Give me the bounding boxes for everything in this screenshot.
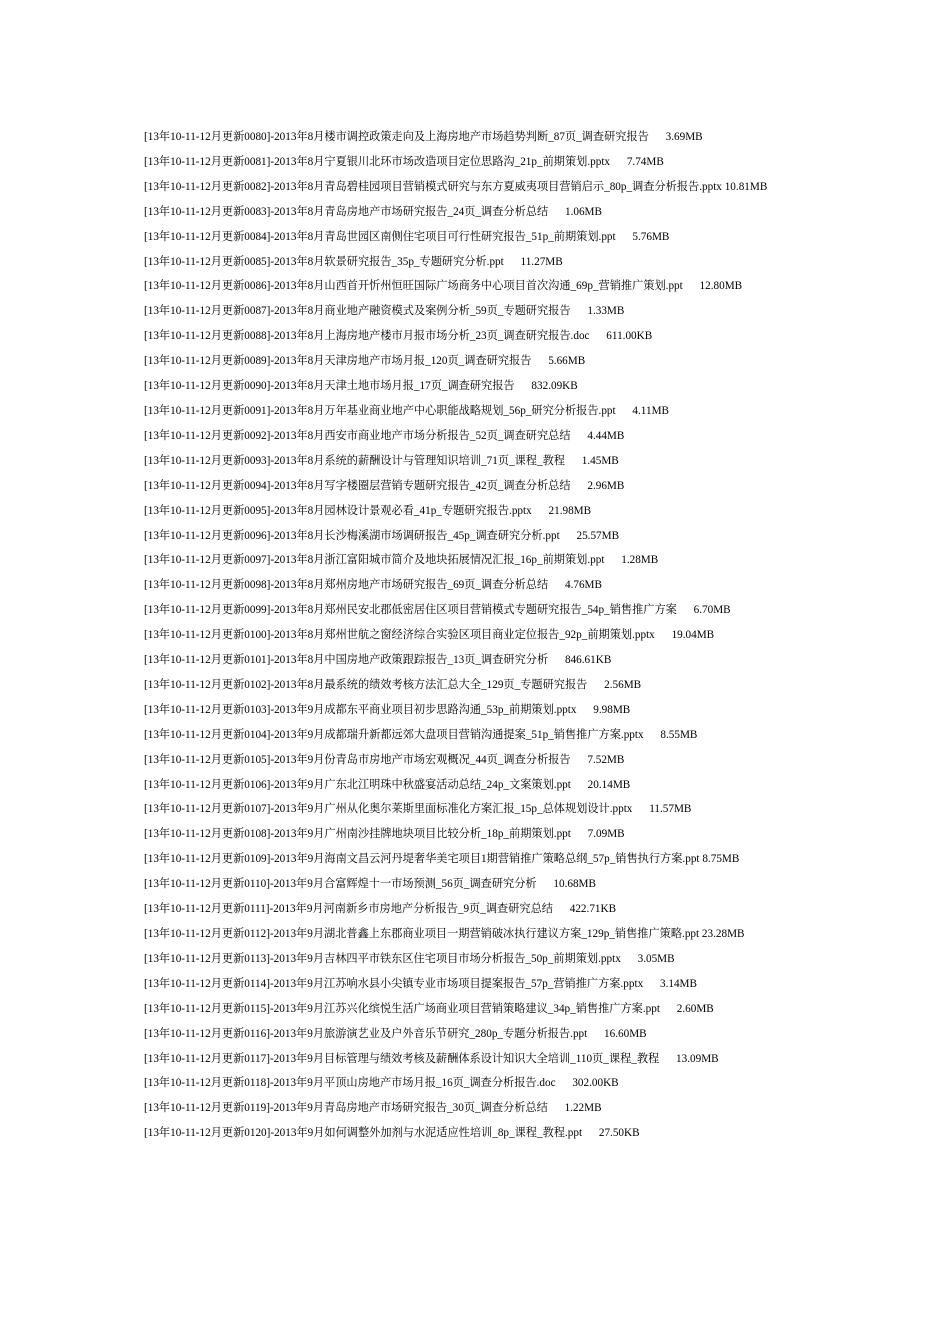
list-item — [144, 324, 808, 349]
file-title: [13年10-11-12月更新0110]-2013年9月合富辉煌十一市场预测_56页_调查研究分析 — [144, 878, 537, 891]
list-item — [144, 175, 808, 200]
list-item — [144, 922, 808, 947]
separator — [504, 256, 521, 268]
file-size: 20.14MB — [587, 778, 631, 791]
file-title: [13年10-11-12月更新0104]-2013年9月成都瑞升新都远郊大盘项目营销沟通提案_51p_销售推广方案.pptx — [144, 728, 644, 741]
file-title: [13年10-11-12月更新0091]-2013年8月万年基业商业地产中心职能战略规划_56p_研究分析报告.ppt — [144, 404, 616, 417]
list-item — [144, 872, 808, 897]
file-size: 6.70MB — [693, 604, 731, 617]
file-title: [13年10-11-12月更新0102]-2013年8月最系统的绩效考核方法汇总大全_129页_专题研究报告 — [144, 678, 588, 691]
separator — [616, 405, 633, 417]
file-size: 7.09MB — [587, 828, 625, 841]
file-title: [13年10-11-12月更新0106]-2013年9月广东北江明珠中秋盛宴活动总结_24p_文案策划.ppt — [144, 778, 571, 791]
list-item — [144, 150, 808, 175]
file-title: [13年10-11-12月更新0111]-2013年9月河南新乡市房地产分析报告_9页_调查研究总结 — [144, 903, 553, 916]
file-size: 7.74MB — [626, 155, 664, 168]
file-title: [13年10-11-12月更新0087]-2013年8月商业地产融资模式及案例分析_59页_专题研究报告 — [144, 305, 571, 318]
list-item — [144, 748, 808, 773]
file-size: 422.71KB — [569, 903, 617, 916]
file-title: [13年10-11-12月更新0088]-2013年8月上海房地产楼市月报市场分析_23页_调查研究报告.doc — [144, 330, 590, 343]
file-size: 5.66MB — [548, 355, 586, 368]
separator — [537, 878, 554, 890]
separator — [655, 629, 672, 641]
file-title: [13年10-11-12月更新0108]-2013年9月广州南沙挂牌地块项目比较分析_18p_前期策划.ppt — [144, 828, 571, 841]
file-size: 5.76MB — [632, 230, 670, 243]
file-title: [13年10-11-12月更新0100]-2013年8月郑州世航之窗经济综合实验区项目商业定位报告_92p_前期策划.pptx — [144, 629, 655, 642]
file-title: [13年10-11-12月更新0103]-2013年9月成都东平商业项目初步思路沟通_53p_前期策划.pptx — [144, 703, 577, 716]
file-title: [13年10-11-12月更新0107]-2013年9月广州从化奥尔莱斯里面标准化方案汇报_15p_总体规划设计.pptx — [144, 803, 633, 816]
file-size: 10.68MB — [553, 878, 596, 891]
separator — [548, 1102, 565, 1114]
file-list — [144, 125, 808, 1146]
list-item — [144, 299, 808, 324]
file-title: [13年10-11-12月更新0117]-2013年9月目标管理与绩效考核及薪酬体系设计知识大全培训_110页_课程_教程 — [144, 1052, 660, 1065]
list-item — [144, 225, 808, 250]
separator — [548, 654, 565, 666]
file-size: 1.22MB — [564, 1102, 602, 1115]
separator — [616, 231, 633, 243]
list-item — [144, 897, 808, 922]
file-size: 302.00KB — [572, 1077, 619, 1090]
file-size: 25.57MB — [576, 529, 620, 542]
list-item — [144, 474, 808, 499]
file-size: 9.98MB — [593, 703, 631, 716]
separator — [621, 953, 638, 965]
file-size: 2.96MB — [587, 479, 625, 492]
file-title: [13年10-11-12月更新0096]-2013年8月长沙梅溪湖市场调研报告_45p_调查研究分析.ppt — [144, 529, 560, 542]
list-item — [144, 524, 808, 549]
file-title: [13年10-11-12月更新0093]-2013年8月系统的薪酬设计与管理知识培训_71页_课程_教程 — [144, 454, 565, 467]
separator — [548, 206, 565, 218]
file-title: [13年10-11-12月更新0081]-2013年8月宁夏银川北环市场改造项目定位思路沟_21p_前期策划.pptx — [144, 155, 611, 168]
list-item — [144, 773, 808, 798]
list-item — [144, 499, 808, 524]
separator — [532, 505, 549, 517]
file-size: 3.69MB — [665, 131, 703, 143]
separator — [644, 729, 661, 741]
separator — [587, 679, 604, 691]
list-item — [144, 698, 808, 723]
separator — [590, 330, 607, 342]
file-size: 21.98MB — [548, 504, 592, 517]
separator — [571, 305, 588, 317]
file-title: [13年10-11-12月更新0086]-2013年8月山西首开忻州恒旺国际广场商务中心项目首次沟通_69p_营销推广策划.ppt — [144, 280, 683, 293]
file-size: 3.05MB — [637, 952, 675, 965]
file-size: 4.76MB — [564, 579, 602, 592]
list-item — [144, 399, 808, 424]
file-title: [13年10-11-12月更新0115]-2013年9月江苏兴化缤悦生活广场商业项目营销策略建议_34p_销售推广方案.ppt — [144, 1002, 660, 1015]
file-size: 10.81MB — [724, 180, 768, 193]
file-size: 13.09MB — [676, 1052, 719, 1065]
file-title: [13年10-11-12月更新0114]-2013年9月江苏响水县小尖镇专业市场项目提案报告_57p_营销推广方案.pptx — [144, 977, 644, 990]
file-title: [13年10-11-12月更新0083]-2013年8月青岛房地产市场研究报告_24页_调查分析总结 — [144, 205, 549, 218]
separator — [571, 828, 588, 840]
list-item — [144, 548, 808, 573]
list-item — [144, 1022, 808, 1047]
separator — [582, 1127, 599, 1139]
list-item — [144, 424, 808, 449]
list-item — [144, 274, 808, 299]
list-item — [144, 723, 808, 748]
list-item — [144, 250, 808, 275]
file-title: [13年10-11-12月更新0085]-2013年8月软景研究报告_35p_专题研究分析.ppt — [144, 255, 504, 268]
separator — [560, 530, 577, 542]
file-size: 3.14MB — [659, 977, 697, 990]
file-size: 1.06MB — [564, 205, 602, 218]
file-size: 27.50KB — [598, 1127, 640, 1140]
file-title: [13年10-11-12月更新0118]-2013年9月平顶山房地产市场月报_16页_调查分析报告.doc — [144, 1077, 556, 1090]
separator — [548, 579, 565, 591]
list-item — [144, 797, 808, 822]
separator — [604, 554, 621, 566]
separator — [643, 978, 660, 990]
list-item — [144, 1071, 808, 1096]
list-item — [144, 648, 808, 673]
separator — [531, 355, 548, 367]
file-title: [13年10-11-12月更新0105]-2013年9月份青岛市房地产市场宏观概况_44页_调查分析报告 — [144, 753, 571, 766]
file-size: 4.11MB — [632, 404, 669, 417]
file-title: [13年10-11-12月更新0090]-2013年8月天津土地市场月报_17页_调查研究报告 — [144, 380, 515, 393]
list-item — [144, 673, 808, 698]
separator — [632, 803, 649, 815]
file-size: 611.00KB — [606, 330, 653, 343]
separator — [587, 1028, 604, 1040]
list-item — [144, 1047, 808, 1072]
separator — [576, 704, 593, 716]
separator — [659, 1053, 676, 1065]
file-title: [13年10-11-12月更新0101]-2013年8月中国房地产政策跟踪报告_13页_调查研究分析 — [144, 654, 549, 667]
separator — [571, 430, 588, 442]
file-size: 846.61KB — [564, 654, 612, 667]
separator — [571, 480, 588, 492]
separator — [649, 131, 666, 143]
file-size: 11.27MB — [520, 255, 563, 268]
file-title: [13年10-11-12月更新0119]-2013年9月青岛房地产市场研究报告_30页_调查分析总结 — [144, 1102, 548, 1115]
file-size: 8.75MB — [702, 853, 740, 866]
file-size: 16.60MB — [604, 1027, 647, 1040]
file-title: [13年10-11-12月更新0097]-2013年8月浙江富阳城市简介及地块拓展情况汇报_16p_前期策划.ppt — [144, 554, 605, 567]
list-item — [144, 822, 808, 847]
file-size: 1.45MB — [581, 454, 619, 467]
list-item — [144, 449, 808, 474]
file-title: [13年10-11-12月更新0098]-2013年8月郑州房地产市场研究报告_69页_调查分析总结 — [144, 579, 549, 592]
file-size: 19.04MB — [671, 629, 715, 642]
separator — [610, 156, 627, 168]
file-title: [13年10-11-12月更新0089]-2013年8月天津房地产市场月报_120页_调查研究报告 — [144, 355, 532, 368]
file-size: 2.56MB — [604, 678, 642, 691]
list-item — [144, 573, 808, 598]
file-title: [13年10-11-12月更新0080]-2013年8月楼市调控政策走向及上海房地产市场趋势判断_87页_调查研究报告 — [144, 131, 649, 143]
file-title: [13年10-11-12月更新0109]-2013年9月海南文昌云河丹堤奢华美宅项目1期营销推广策略总纲_57p_销售执行方案.ppt — [144, 853, 700, 866]
list-item — [144, 947, 808, 972]
separator — [515, 380, 532, 392]
file-size: 23.28MB — [701, 928, 745, 940]
list-item — [144, 125, 808, 150]
separator — [565, 455, 582, 467]
file-size: 1.33MB — [587, 305, 625, 318]
separator — [660, 1003, 677, 1015]
list-item — [144, 1121, 808, 1146]
file-size: 832.09KB — [531, 380, 578, 393]
file-title: [13年10-11-12月更新0094]-2013年8月写字楼圈层营销专题研究报告_42页_调查分析总结 — [144, 479, 571, 492]
file-title: [13年10-11-12月更新0084]-2013年8月青岛世园区南侧住宅项目可行性研究报告_51p_前期策划.ppt — [144, 230, 616, 243]
file-title: [13年10-11-12月更新0113]-2013年9月吉林四平市铁东区住宅项目市场分析报告_50p_前期策划.pptx — [144, 952, 621, 965]
list-item — [144, 623, 808, 648]
separator — [683, 280, 700, 292]
file-title: [13年10-11-12月更新0099]-2013年8月郑州民安北郡低密居住区项目营销模式专题研究报告_54p_销售推广方案 — [144, 604, 677, 617]
separator — [553, 903, 570, 915]
file-title: [13年10-11-12月更新0092]-2013年8月西安市商业地产市场分析报告_52页_调查研究总结 — [144, 429, 571, 442]
separator — [677, 604, 694, 616]
file-size: 12.80MB — [699, 280, 743, 293]
list-item — [144, 997, 808, 1022]
file-size: 4.44MB — [587, 429, 625, 442]
file-size: 8.55MB — [660, 728, 698, 741]
separator — [571, 779, 588, 791]
file-title: [13年10-11-12月更新0112]-2013年9月湖北普鑫上东郡商业项目一期营销破冰执行建议方案_129p_销售推广策略.ppt — [144, 928, 700, 940]
list-item — [144, 200, 808, 225]
list-item — [144, 349, 808, 374]
file-size: 2.60MB — [676, 1002, 714, 1015]
file-title: [13年10-11-12月更新0082]-2013年8月青岛碧桂园项目营销模式研究与东方夏威夷项目营销启示_80p_调查分析报告.pptx — [144, 180, 722, 193]
list-item — [144, 847, 808, 872]
file-title: [13年10-11-12月更新0095]-2013年8月园林设计景观必看_41p_专题研究报告.pptx — [144, 504, 532, 517]
separator — [556, 1077, 573, 1089]
file-size: 7.52MB — [587, 753, 625, 766]
list-item — [144, 972, 808, 997]
separator — [571, 754, 588, 766]
list-item — [144, 598, 808, 623]
file-title: [13年10-11-12月更新0116]-2013年9月旅游演艺业及户外音乐节研究_280p_专题分析报告.ppt — [144, 1027, 588, 1040]
list-item — [144, 1096, 808, 1121]
file-size: 11.57MB — [649, 803, 692, 816]
file-title: [13年10-11-12月更新0120]-2013年9月如何调整外加剂与水泥适应性培训_8p_课程_教程.ppt — [144, 1127, 583, 1140]
file-size: 1.28MB — [621, 554, 659, 567]
list-item — [144, 374, 808, 399]
